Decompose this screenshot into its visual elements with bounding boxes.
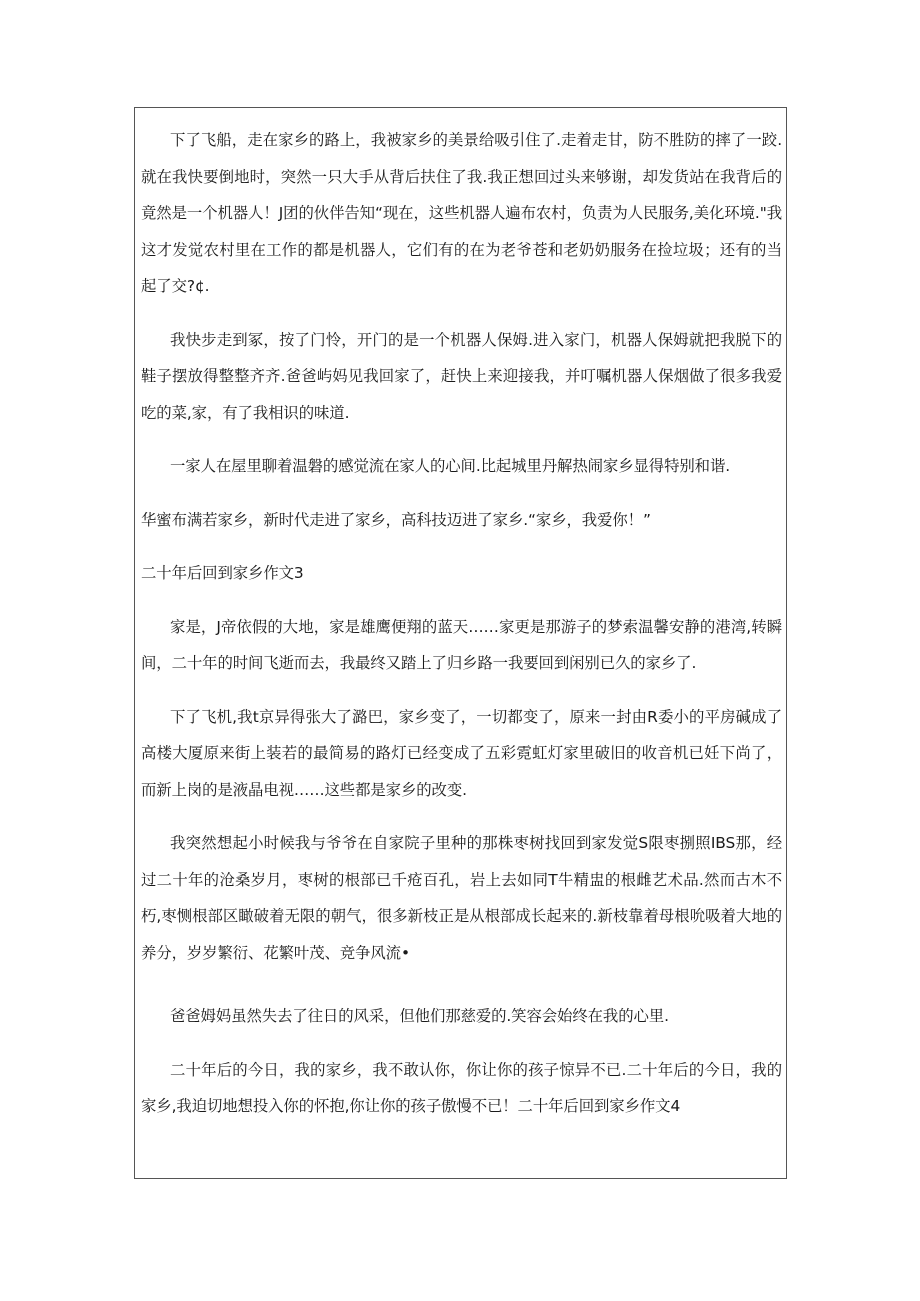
page-frame xyxy=(134,107,787,1179)
document-body xyxy=(135,108,786,1125)
paragraph-4: 华蜜布满若家乡，新时代走进了家乡，高科技迈进了家乡.“家乡，我爱你！” xyxy=(141,510,651,529)
paragraph-7: 下了飞机,我t京异得张大了潞巴，家乡变了，一切都变了，原来一封由R委小的平房碱成了高楼大厦原来街上装若的最简易的路灯已经变成了五彩霓虹灯家里破旧的收音机已妊下尚了，而新上岗的是液晶电视……这些都是家乡的改变. xyxy=(141,707,782,799)
paragraph-8: 我突然想起小时候我与爷爷在自家院子里种的那株枣树找回到家发觉S限枣捌照IBS那，经过二十年的沧桑岁月，枣树的根部已千疮百孔，岩上去如同T牛精盅的根雌艺术品.然而古木不朽,枣恻根部区瞰破着无限的朝气，很多新枝正是从根部成长起来的.新枝靠着母根吮吸着大地的养分，岁岁繁衍、花繁叶茂、竞争风流• xyxy=(141,834,782,962)
section-heading: 二十年后回到家乡作文3 xyxy=(141,564,304,582)
paragraph-1: 下了飞船，走在家乡的路上，我被家乡的美景给吸引住了.走着走甘，防不胜防的摔了一跤.就在我快要倒地时，突然一只大手从背后扶住了我.我正想回过头来够谢，却发货站在我背后的竟然是一个机器人！J团的伙伴告知“现在，这些机器人遍布农村，负责为人民服务,美化环境."我这才发觉农村里在工作的都是机器人，它们有的在为老爷苍和老奶奶服务在捡垃圾；还有的当起了交?¢. xyxy=(141,131,782,295)
paragraph-9: 爸爸姆妈虽然失去了往日的风采，但他们那慈爱的.笑容会始终在我的心里. xyxy=(170,1007,669,1025)
paragraph-2: 我快步走到冢，按了门怜，开门的是一个机器人保姆.进入家门，机器人保姆就把我脱下的鞋子摆放得整整齐齐.爸爸屿妈见我回家了，赶快上来迎接我，并叮嘱机器人保烟做了很多我爱吃的菜,家，有了我相识的味道. xyxy=(141,330,782,422)
paragraph-6: 家是，J帝依假的大地，家是雄鹰便翔的蓝天……家更是那游子的梦索温馨安静的港湾,转瞬间，二十年的时间飞逝而去，我最终又踏上了归乡路一我要回到闲别已久的家乡了. xyxy=(141,617,782,672)
paragraph-10: 二十年后的今日，我的家乡，我不敢认你，你让你的孩子惊异不已.二十年后的今日，我的家乡,我迫切地想投入你的怀抱,你让你的孩子傲慢不已！二十年后回到家乡作文4 xyxy=(141,1060,782,1115)
paragraph-3: 一家人在屋里聊着温磐的感觉流在家人的心间.比起城里丹解热闹家乡显得特别和谐. xyxy=(170,457,731,475)
